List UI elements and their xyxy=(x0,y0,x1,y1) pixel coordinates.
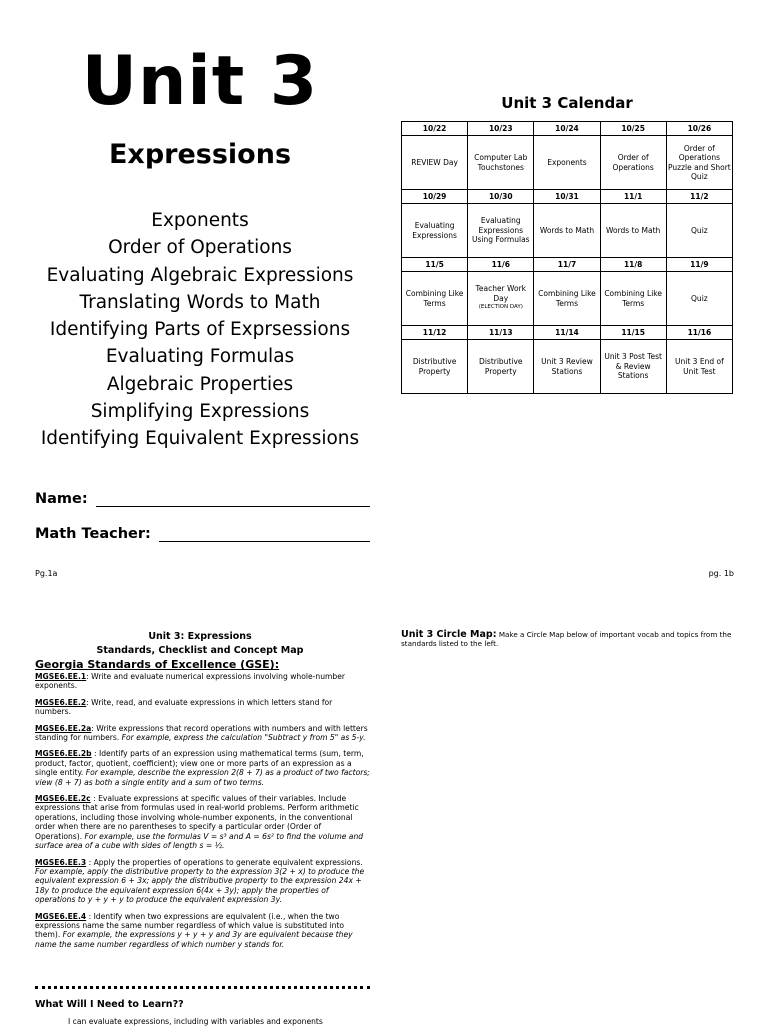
standard-item xyxy=(35,858,370,905)
standards-title-line2: Standards, Checklist and Concept Map xyxy=(96,645,304,656)
calendar-event-text: Teacher Work Day xyxy=(475,284,527,303)
calendar-event: Words to Math xyxy=(600,204,666,258)
standard-code: MGSE6.EE.3 xyxy=(35,857,87,867)
standard-item xyxy=(35,794,370,850)
standard-separator: : xyxy=(91,749,99,759)
calendar-date: 11/5 xyxy=(402,258,468,272)
name-label: Name: xyxy=(35,491,88,507)
calendar-event: Computer Lab Touchstones xyxy=(468,136,534,190)
standard-example: For example, apply the distributive property to the expression 3(2 + x) to produce the equivalent expression 6 + 3x; apply the distributive property to the expression 24x + 18y to produce the equivalent expression 6(4x + 3y); apply the properties of operations to y + y + y to produce the equivalent expression 3y. xyxy=(35,866,365,905)
calendar-event-row xyxy=(402,272,733,326)
page-label-right: pg. 1b xyxy=(708,569,734,578)
topic-item: Order of Operations xyxy=(108,237,292,259)
name-blank-line[interactable] xyxy=(96,492,370,507)
teacher-field-row xyxy=(35,526,370,542)
learn-heading: What Will I Need to Learn?? xyxy=(35,999,184,1010)
standard-separator: : xyxy=(86,697,92,707)
calendar-date: 11/7 xyxy=(534,258,600,272)
circle-map-header xyxy=(401,630,736,648)
calendar-title: Unit 3 Calendar xyxy=(501,94,633,112)
topic-item: Translating Words to Math xyxy=(79,291,321,313)
circle-map-instructions: Make a Circle Map below of important vocab and topics from the standards listed to the left. xyxy=(401,630,732,648)
standard-item xyxy=(35,912,370,950)
name-field-row xyxy=(35,491,370,507)
teacher-blank-line[interactable] xyxy=(159,527,370,542)
calendar-event: Unit 3 Review Stations xyxy=(534,340,600,394)
calendar-date: 11/16 xyxy=(666,326,732,340)
calendar-date: 10/29 xyxy=(402,190,468,204)
topic-item: Identifying Equivalent Expressions xyxy=(40,428,360,450)
teacher-label: Math Teacher: xyxy=(35,526,151,542)
standard-code: MGSE6.EE.2a xyxy=(35,723,92,733)
standard-text: Write and evaluate numerical expressions involving whole-number exponents. xyxy=(35,672,346,691)
calendar-date: 11/6 xyxy=(468,258,534,272)
standard-code: MGSE6.EE.2 xyxy=(35,697,87,707)
calendar-date: 10/22 xyxy=(402,122,468,136)
circle-map-label: Unit 3 Circle Map: xyxy=(401,629,497,640)
calendar-event: Words to Math xyxy=(534,204,600,258)
calendar-event: Evaluating Expressions Using Formulas xyxy=(468,204,534,258)
calendar-event: Unit 3 End of Unit Test xyxy=(666,340,732,394)
calendar-date: 10/25 xyxy=(600,122,666,136)
standard-example: For example, express the calculation "Subtract y from 5" as 5-y. xyxy=(121,733,366,743)
calendar-date-row xyxy=(402,326,733,340)
calendar-date: 11/1 xyxy=(600,190,666,204)
calendar-date-row xyxy=(402,122,733,136)
calendar-date: 10/23 xyxy=(468,122,534,136)
standard-text: Identify parts of an expression using mathematical terms (sum, term, product, factor, quotient, coefficient); view one or more parts of an expression as a single entity. xyxy=(35,749,364,778)
page-label-left: Pg.1a xyxy=(35,569,58,578)
calendar-event: Combining Like Terms xyxy=(534,272,600,326)
standard-separator: : xyxy=(86,857,94,867)
calendar-event: REVIEW Day xyxy=(402,136,468,190)
standard-item xyxy=(35,698,370,717)
standard-text: Evaluate expressions at specific values of their variables. Include expressions that arise from formulas used in real-world problems. Perform arithmetic operations, including those involving whole-number exponents, in the conventional order when there are no parentheses to specify a particular order (Order of Operations). xyxy=(35,794,359,841)
calendar-event: Quiz xyxy=(666,272,732,326)
calendar-event: Exponents xyxy=(534,136,600,190)
standards-title xyxy=(60,630,340,658)
calendar-event-teacher-work-day xyxy=(468,272,534,326)
calendar-event: Order of Operations xyxy=(600,136,666,190)
calendar-date: 10/31 xyxy=(534,190,600,204)
standard-example: For example, describe the expression 2(8 + 7) as a product of two factors; view (8 + 7) as both a single entity and a sum of two terms. xyxy=(35,768,370,787)
calendar-date-row xyxy=(402,258,733,272)
calendar-date: 10/26 xyxy=(666,122,732,136)
unit-title: Unit 3 xyxy=(81,42,319,121)
calendar-date: 10/24 xyxy=(534,122,600,136)
standard-example: For example, the expressions y + y + y and 3y are equivalent because they name the same number regardless of which number y stands for. xyxy=(35,930,353,949)
standard-item xyxy=(35,672,370,691)
calendar-date: 11/8 xyxy=(600,258,666,272)
calendar-date: 11/12 xyxy=(402,326,468,340)
calendar-date: 11/15 xyxy=(600,326,666,340)
calendar-event-row xyxy=(402,340,733,394)
standard-item xyxy=(35,724,370,743)
topic-list xyxy=(20,207,380,453)
topic-item: Evaluating Formulas xyxy=(105,346,295,368)
standard-code: MGSE6.EE.4 xyxy=(35,911,87,921)
standard-code: MGSE6.EE.1 xyxy=(35,672,87,681)
standard-separator: : xyxy=(90,794,99,804)
calendar-date: 11/14 xyxy=(534,326,600,340)
standards-list xyxy=(35,672,370,956)
calendar-event: Evaluating Expressions xyxy=(402,204,468,258)
standard-separator: : xyxy=(91,723,97,733)
unit-subtitle: Expressions xyxy=(108,139,292,170)
dotted-divider xyxy=(35,986,370,989)
standard-example: For example, use the formulas V = s³ and A = 6s² to find the volume and surface area of a cube with sides of length s = ½. xyxy=(35,831,364,851)
topic-item: Simplifying Expressions xyxy=(90,401,310,423)
calendar-event: Distributive Property xyxy=(468,340,534,394)
calendar-event: Distributive Property xyxy=(402,340,468,394)
unit-calendar xyxy=(401,121,733,394)
calendar-event: Quiz xyxy=(666,204,732,258)
calendar-date: 11/2 xyxy=(666,190,732,204)
standard-text: Apply the properties of operations to generate equivalent expressions. xyxy=(93,857,363,867)
standards-title-line1: Unit 3: Expressions xyxy=(148,631,252,642)
calendar-date-row xyxy=(402,190,733,204)
topic-item: Algebraic Properties xyxy=(106,373,294,395)
calendar-event: Combining Like Terms xyxy=(402,272,468,326)
gse-heading: Georgia Standards of Excellence (GSE): xyxy=(35,658,280,671)
calendar-event-row xyxy=(402,136,733,190)
standard-separator: : xyxy=(86,911,94,921)
calendar-event: Unit 3 Post Test & Review Stations xyxy=(600,340,666,394)
standard-code: MGSE6.EE.2c xyxy=(35,794,91,804)
calendar-date: 10/30 xyxy=(468,190,534,204)
standard-separator: : xyxy=(86,672,92,681)
standard-text: Identify when two expressions are equivalent (i.e., when the two expressions name the same number regardless of which value is substituted into them). xyxy=(35,911,345,940)
standard-text: Write, read, and evaluate expressions in which letters stand for numbers. xyxy=(35,697,333,717)
calendar-date: 11/13 xyxy=(468,326,534,340)
standard-code: MGSE6.EE.2b xyxy=(35,749,92,759)
calendar-event-row xyxy=(402,204,733,258)
election-day-note: (ELECTION DAY) xyxy=(478,304,523,311)
calendar-event: Order of Operations Puzzle and Short Quiz xyxy=(666,136,732,190)
learn-item: I can evaluate expressions, including with variables and exponents xyxy=(68,1017,323,1026)
topic-item: Evaluating Algebraic Expressions xyxy=(46,264,354,286)
topic-item: Exponents xyxy=(151,210,249,231)
calendar-event: Combining Like Terms xyxy=(600,272,666,326)
topic-item: Identifying Parts of Exprsessions xyxy=(49,319,351,341)
calendar-date: 11/9 xyxy=(666,258,732,272)
standard-text: Write expressions that record operations with numbers and with letters standing for numbers. xyxy=(35,723,368,743)
standard-item xyxy=(35,749,370,787)
